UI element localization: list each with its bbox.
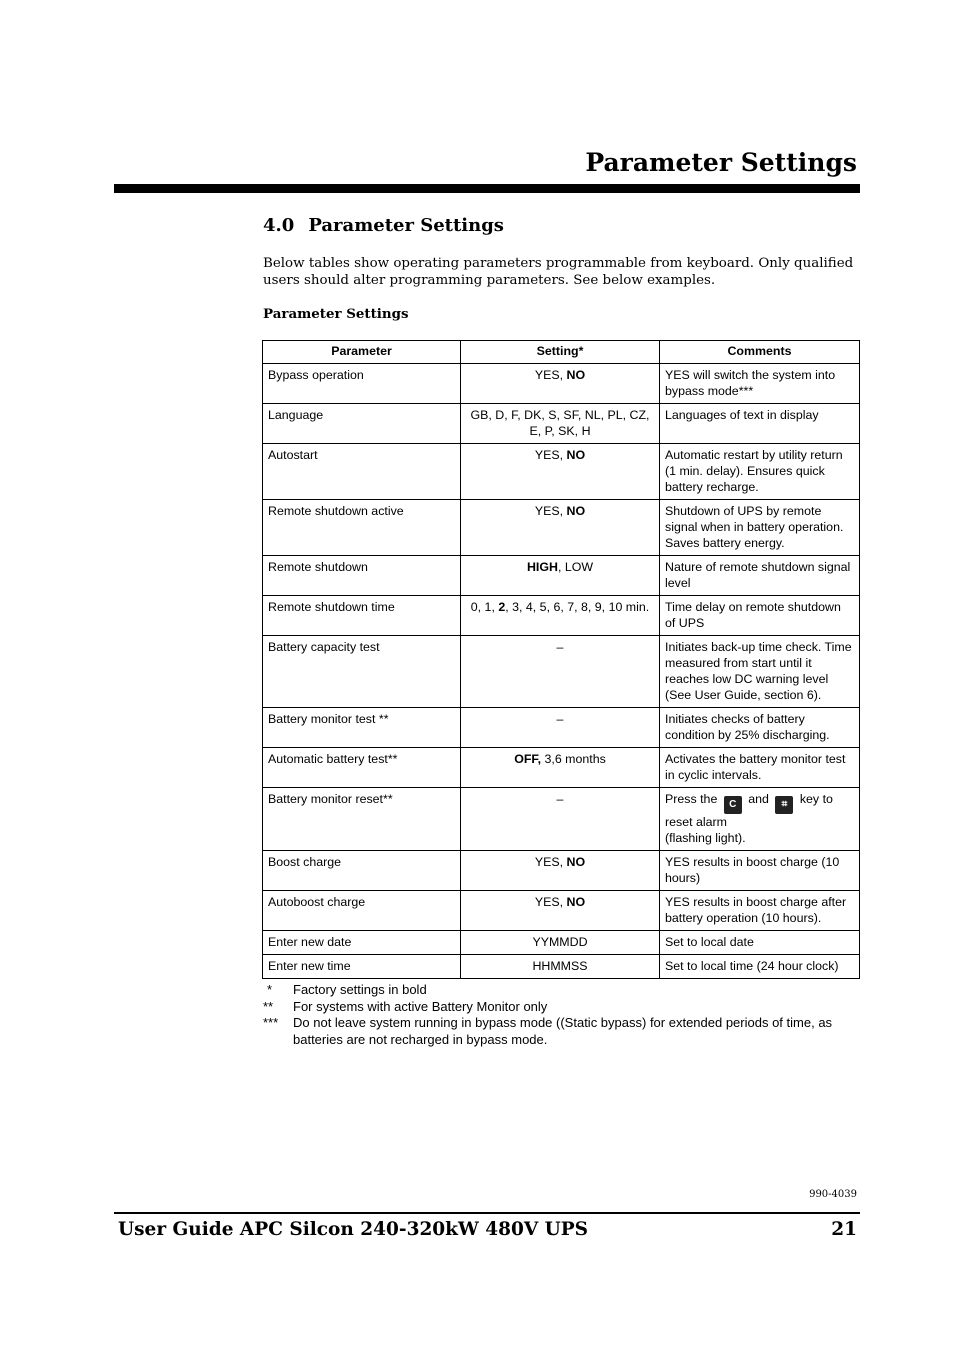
parameter-cell: Remote shutdown active bbox=[263, 500, 461, 556]
setting-default: 2 bbox=[498, 600, 506, 614]
setting-text: – bbox=[556, 640, 564, 654]
setting-text: , 3, 4, 5, 6, 7, 8, 9, 10 min. bbox=[505, 600, 650, 614]
table-row bbox=[263, 891, 860, 931]
parameter-cell: Automatic battery test** bbox=[263, 748, 461, 788]
table-row bbox=[263, 955, 860, 979]
table-row bbox=[263, 556, 860, 596]
footnote-text: Do not leave system running in bypass mode ((Static bypass) for extended periods of time, as batteries are not recharged in bypass mode. bbox=[293, 1015, 833, 1047]
footnote-text: Factory settings in bold bbox=[293, 982, 427, 997]
footnote-mark: *** bbox=[263, 1015, 279, 1030]
setting-default: NO bbox=[566, 855, 586, 869]
document-number: 990-4039 bbox=[809, 1189, 857, 1200]
table-row bbox=[263, 364, 860, 404]
setting-text: YES, bbox=[534, 448, 567, 462]
reset-instruction-text: key to bbox=[799, 792, 833, 806]
footnote bbox=[263, 1015, 863, 1048]
parameter-cell: Remote shutdown time bbox=[263, 596, 461, 636]
parameter-cell: Battery capacity test bbox=[263, 636, 461, 708]
parameter-cell: Bypass operation bbox=[263, 364, 461, 404]
comment-cell: Set to local date bbox=[660, 931, 860, 955]
comment-cell: Nature of remote shutdown signal level bbox=[660, 556, 860, 596]
reset-instruction-text: Press the bbox=[665, 792, 718, 806]
table-row bbox=[263, 636, 860, 708]
setting-cell bbox=[461, 748, 660, 788]
c-key-icon: C bbox=[724, 796, 742, 814]
footnotes bbox=[263, 982, 863, 1048]
setting-cell bbox=[461, 788, 660, 851]
setting-text: YES, bbox=[534, 855, 567, 869]
parameter-cell: Battery monitor reset** bbox=[263, 788, 461, 851]
parameter-cell: Boost charge bbox=[263, 851, 461, 891]
footer-title: User Guide APC Silcon 240-320kW 480V UPS bbox=[118, 1219, 589, 1240]
setting-text: 0, 1, bbox=[470, 600, 499, 614]
parameter-cell: Autostart bbox=[263, 444, 461, 500]
setting-cell bbox=[461, 404, 660, 444]
reset-instruction-text: reset alarm bbox=[665, 815, 727, 829]
comment-cell: Activates the battery monitor test in cyclic intervals. bbox=[660, 748, 860, 788]
footnote-mark: * bbox=[267, 982, 273, 997]
page-number: 21 bbox=[831, 1219, 857, 1240]
setting-cell bbox=[461, 500, 660, 556]
table-row bbox=[263, 500, 860, 556]
setting-default: NO bbox=[566, 895, 586, 909]
section-heading bbox=[263, 215, 504, 236]
comment-cell bbox=[660, 788, 860, 851]
setting-cell bbox=[461, 955, 660, 979]
table-row bbox=[263, 748, 860, 788]
comment-cell: Set to local time (24 hour clock) bbox=[660, 955, 860, 979]
table-row bbox=[263, 851, 860, 891]
footnote-text: For systems with active Battery Monitor only bbox=[293, 998, 548, 1014]
setting-text: HHMMSS bbox=[532, 959, 588, 973]
reset-instruction-text: (flashing light). bbox=[665, 831, 746, 845]
setting-default: HIGH bbox=[526, 560, 558, 574]
comment-cell: Initiates back-up time check. Time measured from start until it reaches low DC warning level (See User Guide, section 6). bbox=[660, 636, 860, 708]
setting-cell bbox=[461, 444, 660, 500]
setting-default: NO bbox=[566, 504, 586, 518]
comment-cell: YES results in boost charge (10 hours) bbox=[660, 851, 860, 891]
footnote bbox=[263, 999, 863, 1016]
reset-instruction-text: and bbox=[748, 792, 769, 806]
setting-text: GB, D, F, DK, S, SF, NL, PL, CZ, E, P, SK, H bbox=[470, 408, 650, 438]
comment-cell: Languages of text in display bbox=[660, 404, 860, 444]
comment-cell: Shutdown of UPS by remote signal when in battery operation. Saves battery energy. bbox=[660, 500, 860, 556]
table-row bbox=[263, 931, 860, 955]
setting-text: YYMMDD bbox=[532, 935, 588, 949]
setting-text: – bbox=[556, 792, 564, 806]
setting-text: 3,6 months bbox=[541, 752, 606, 766]
comment-cell: Initiates checks of battery condition by 25% discharging. bbox=[660, 708, 860, 748]
section-number: 4.0 bbox=[263, 215, 295, 236]
header-rule bbox=[114, 184, 860, 193]
comment-cell: Automatic restart by utility return (1 min. delay). Ensures quick battery recharge. bbox=[660, 444, 860, 500]
setting-text: – bbox=[556, 712, 564, 726]
parameter-cell: Language bbox=[263, 404, 461, 444]
page-header-title: Parameter Settings bbox=[585, 148, 857, 177]
setting-cell bbox=[461, 708, 660, 748]
setting-cell bbox=[461, 851, 660, 891]
column-header-setting: Setting* bbox=[461, 341, 660, 364]
hash-key-icon: ⌗ bbox=[775, 796, 793, 814]
footer-rule bbox=[114, 1212, 860, 1214]
column-header-parameter: Parameter bbox=[263, 341, 461, 364]
comment-cell: YES will switch the system into bypass mode*** bbox=[660, 364, 860, 404]
setting-text: YES, bbox=[534, 895, 567, 909]
parameter-cell: Remote shutdown bbox=[263, 556, 461, 596]
table-row bbox=[263, 596, 860, 636]
comment-cell: YES results in boost charge after battery operation (10 hours). bbox=[660, 891, 860, 931]
footnote-mark: ** bbox=[263, 998, 274, 1014]
parameter-cell: Battery monitor test ** bbox=[263, 708, 461, 748]
setting-text: , LOW bbox=[557, 560, 594, 574]
table-caption: Parameter Settings bbox=[263, 306, 409, 322]
setting-text: YES, bbox=[534, 504, 567, 518]
parameter-cell: Autoboost charge bbox=[263, 891, 461, 931]
setting-cell bbox=[461, 364, 660, 404]
setting-text: YES, bbox=[534, 368, 567, 382]
table-header-row bbox=[263, 341, 860, 364]
setting-cell bbox=[461, 556, 660, 596]
parameter-table bbox=[262, 340, 860, 979]
table-row bbox=[263, 788, 860, 851]
footnote bbox=[263, 982, 863, 999]
setting-default: OFF, bbox=[514, 752, 542, 766]
table-row bbox=[263, 404, 860, 444]
setting-cell bbox=[461, 931, 660, 955]
setting-cell bbox=[461, 596, 660, 636]
comment-cell: Time delay on remote shutdown of UPS bbox=[660, 596, 860, 636]
setting-cell bbox=[461, 891, 660, 931]
parameter-cell: Enter new date bbox=[263, 931, 461, 955]
table-row bbox=[263, 444, 860, 500]
column-header-comments: Comments bbox=[660, 341, 860, 364]
setting-default: NO bbox=[566, 368, 586, 382]
setting-cell bbox=[461, 636, 660, 708]
intro-paragraph: Below tables show operating parameters programmable from keyboard. Only qualified users should alter programming parameters. See below examples. bbox=[263, 256, 854, 288]
parameter-cell: Enter new time bbox=[263, 955, 461, 979]
section-title: Parameter Settings bbox=[308, 215, 504, 236]
setting-default: NO bbox=[566, 448, 586, 462]
table-row bbox=[263, 708, 860, 748]
